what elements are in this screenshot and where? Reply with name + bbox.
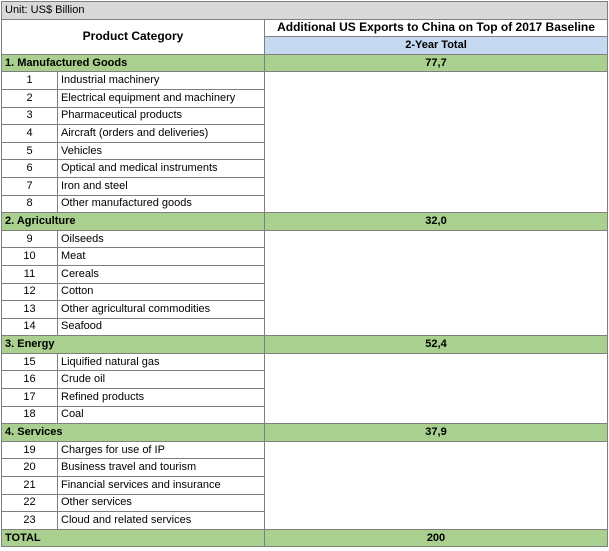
item-label: Other services (58, 494, 265, 512)
category-value: 77,7 (265, 54, 608, 72)
value-cell-blank (265, 441, 608, 529)
category-value: 37,9 (265, 424, 608, 442)
item-number: 13 (2, 301, 58, 319)
item-label: Cloud and related services (58, 512, 265, 530)
table-row (2, 230, 608, 248)
item-number: 1 (2, 72, 58, 90)
category-name: 1. Manufactured Goods (2, 54, 265, 72)
category-name: 3. Energy (2, 336, 265, 354)
total-row (2, 529, 608, 547)
value-cell-blank (265, 353, 608, 423)
item-number: 19 (2, 441, 58, 459)
category-value: 52,4 (265, 336, 608, 354)
item-label: Industrial machinery (58, 72, 265, 90)
total-value: 200 (265, 529, 608, 547)
category-row (2, 54, 608, 72)
item-label: Liquified natural gas (58, 353, 265, 371)
item-label: Cereals (58, 265, 265, 283)
value-cell-blank (265, 230, 608, 336)
item-number: 23 (2, 512, 58, 530)
item-label: Business travel and tourism (58, 459, 265, 477)
item-label: Aircraft (orders and deliveries) (58, 125, 265, 143)
exports-table (1, 1, 608, 547)
product-category-header: Product Category (2, 19, 265, 54)
category-value: 32,0 (265, 213, 608, 231)
item-number: 6 (2, 160, 58, 178)
item-number: 10 (2, 248, 58, 266)
category-name: 2. Agriculture (2, 213, 265, 231)
unit-label: Unit: US$ Billion (2, 2, 608, 20)
item-label: Electrical equipment and machinery (58, 89, 265, 107)
table-row (2, 353, 608, 371)
item-label: Optical and medical instruments (58, 160, 265, 178)
category-name: 4. Services (2, 424, 265, 442)
item-number: 8 (2, 195, 58, 213)
item-number: 17 (2, 389, 58, 407)
item-label: Vehicles (58, 142, 265, 160)
category-row (2, 336, 608, 354)
item-label: Pharmaceutical products (58, 107, 265, 125)
item-label: Cotton (58, 283, 265, 301)
item-number: 11 (2, 265, 58, 283)
item-number: 9 (2, 230, 58, 248)
item-number: 5 (2, 142, 58, 160)
item-number: 14 (2, 318, 58, 336)
unit-row (2, 2, 608, 20)
category-row (2, 424, 608, 442)
item-label: Oilseeds (58, 230, 265, 248)
item-label: Financial services and insurance (58, 477, 265, 495)
item-number: 7 (2, 177, 58, 195)
item-label: Coal (58, 406, 265, 424)
item-label: Seafood (58, 318, 265, 336)
item-number: 21 (2, 477, 58, 495)
category-row (2, 213, 608, 231)
period-header: 2-Year Total (265, 37, 608, 55)
item-label: Other manufactured goods (58, 195, 265, 213)
item-label: Iron and steel (58, 177, 265, 195)
value-cell-blank (265, 72, 608, 213)
item-label: Charges for use of IP (58, 441, 265, 459)
item-number: 2 (2, 89, 58, 107)
exports-title-header: Additional US Exports to China on Top of 2017 Baseline (265, 19, 608, 37)
item-number: 18 (2, 406, 58, 424)
item-label: Meat (58, 248, 265, 266)
item-number: 15 (2, 353, 58, 371)
item-number: 4 (2, 125, 58, 143)
item-number: 20 (2, 459, 58, 477)
header-row (2, 19, 608, 37)
table-row (2, 441, 608, 459)
item-label: Other agricultural commodities (58, 301, 265, 319)
item-label: Refined products (58, 389, 265, 407)
item-label: Crude oil (58, 371, 265, 389)
table-row (2, 72, 608, 90)
item-number: 22 (2, 494, 58, 512)
item-number: 12 (2, 283, 58, 301)
total-label: TOTAL (2, 529, 265, 547)
item-number: 16 (2, 371, 58, 389)
item-number: 3 (2, 107, 58, 125)
